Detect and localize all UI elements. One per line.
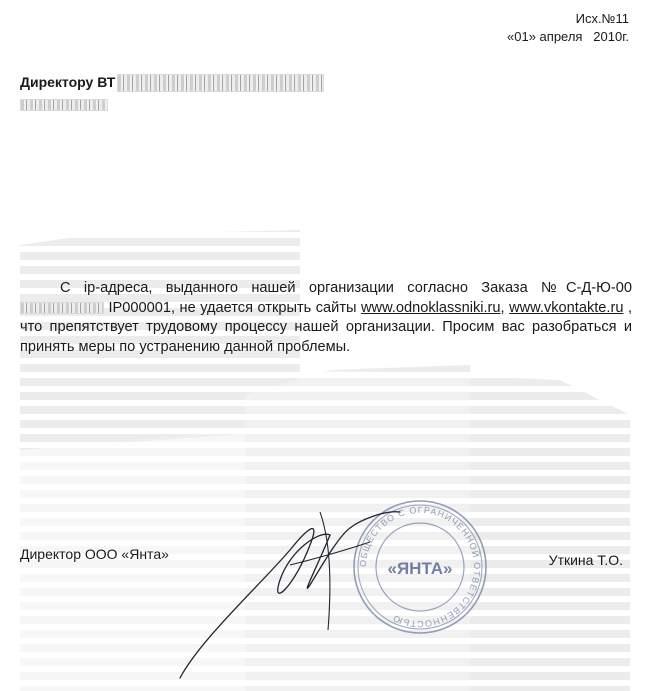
link-odnoklassniki[interactable]: www.odnoklassniki.ru [361,299,501,316]
body-part-4: , [500,299,505,316]
redacted-order-number [20,302,104,314]
redacted-addressee-name [117,74,324,92]
redacted-addressee-detail [20,99,108,111]
stamp-center-text: «ЯНТА» [387,559,453,578]
stamp-ring-text: ОБЩЕСТВО С ОГРАНИЧЕННОЙ ОТВЕТСТВЕННОСТЬЮ [357,504,483,630]
addressee-name: ВТ [97,74,116,90]
handwritten-signature [170,490,410,690]
body-part-1: С ip-адреса, выданного нашей организации согласно Заказа №С-Д-Ю- [60,280,616,296]
body-part-3: IP000001, не удается открыть сайты [108,299,361,316]
body-part-2: 00 [615,280,632,296]
signatory-position: Директор ООО «Янта» [20,546,169,562]
addressee-line [20,74,324,92]
outgoing-reference [507,10,629,46]
body-part-5: , что препятствует трудовому процессу нашей организации. Просим вас разобраться и принять меры по устранению данной проблемы. [20,299,633,355]
addressee-title: Директору [20,74,94,90]
signatory-name: Уткина Т.О. [548,552,623,568]
link-vkontakte[interactable]: www.vkontakte.ru [509,299,624,316]
letter-body [20,279,632,357]
outgoing-number: Исх.№11 [575,11,629,26]
addressee-line-2 [20,96,108,113]
letter-date: «01» апреля 2010г. [507,29,629,44]
